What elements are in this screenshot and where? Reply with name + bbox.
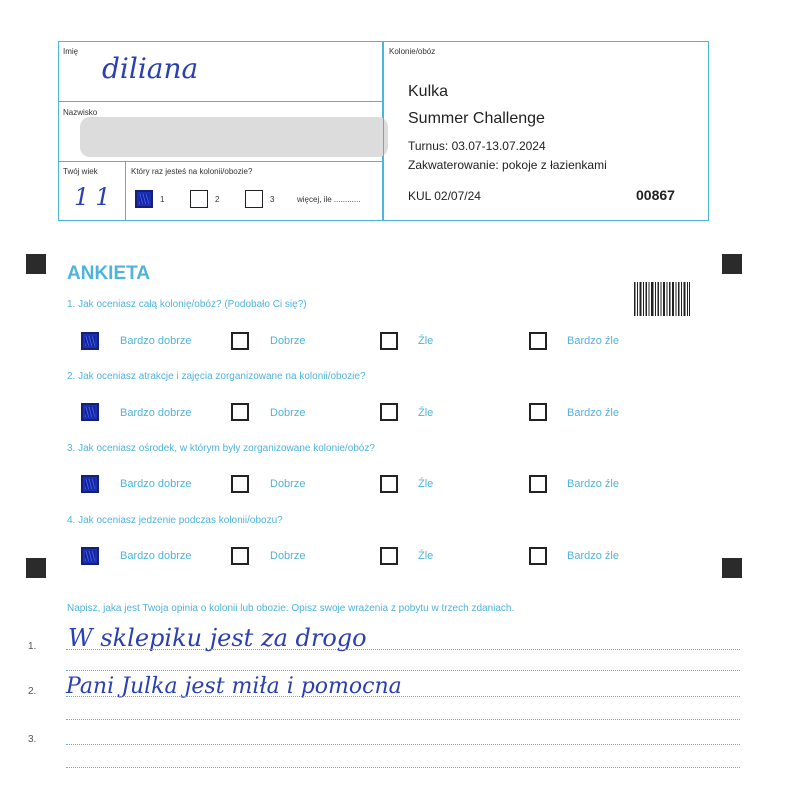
q3-checkbox-bardzo-dobrze[interactable] xyxy=(81,475,99,493)
q2-label-dobrze: Dobrze xyxy=(270,407,306,419)
registration-marker-top-left xyxy=(26,254,46,274)
q1-checkbox-zle[interactable] xyxy=(380,332,398,350)
question-4-text: 4. Jak oceniasz jedzenie podczas kolonii/obozu? xyxy=(67,515,283,526)
opinion-prompt: Napisz, jaka jest Twoja opinia o kolonii lub obozie. Opisz swoje wrażenia z pobytu w trzech zdaniach. xyxy=(67,603,515,614)
divider-wiek xyxy=(125,161,126,221)
opinion-line-3-number: 3. xyxy=(28,734,37,745)
opinion-line-2-text[interactable]: Pani Julka jest miła i pomocna xyxy=(66,674,402,699)
ktory-raz-option-1: 1 xyxy=(160,195,165,204)
q4-checkbox-bardzo-dobrze[interactable] xyxy=(81,547,99,565)
camp-label: Kolonie/obóz xyxy=(389,47,436,56)
q1-label-bardzo-zle: Bardzo źle xyxy=(567,335,619,347)
nazwisko-label: Nazwisko xyxy=(63,108,98,117)
ktory-raz-checkbox-3[interactable] xyxy=(245,190,263,208)
q1-label-bardzo-dobrze: Bardzo dobrze xyxy=(120,335,192,347)
camp-turnus: Turnus: 03.07-13.07.2024 xyxy=(408,139,546,153)
opinion-line-1-text[interactable]: W sklepiku jest za drogo xyxy=(68,624,367,652)
q1-checkbox-bardzo-dobrze[interactable] xyxy=(81,332,99,350)
opinion-line-1-dots-b xyxy=(66,670,740,671)
q2-checkbox-bardzo-zle[interactable] xyxy=(529,403,547,421)
opinion-line-1-number: 1. xyxy=(28,641,37,652)
ktory-raz-option-3: 3 xyxy=(270,195,275,204)
camp-zakwaterowanie: Zakwaterowanie: pokoje z łazienkami xyxy=(408,158,607,172)
registration-marker-bottom-right xyxy=(722,558,742,578)
q2-checkbox-bardzo-dobrze[interactable] xyxy=(81,403,99,421)
q3-label-bardzo-dobrze: Bardzo dobrze xyxy=(120,478,192,490)
survey-title: ANKIETA xyxy=(67,263,151,284)
question-1-text: 1. Jak oceniasz całą kolonię/obóz? (Podobało Ci się?) xyxy=(67,299,307,310)
opinion-line-2-number: 2. xyxy=(28,686,37,697)
q1-checkbox-dobrze[interactable] xyxy=(231,332,249,350)
imie-value[interactable]: diliana xyxy=(102,52,199,85)
q4-label-bardzo-dobrze: Bardzo dobrze xyxy=(120,550,192,562)
camp-program: Summer Challenge xyxy=(408,110,545,127)
ktory-raz-label: Który raz jesteś na kolonii/obozie? xyxy=(131,167,253,176)
q2-label-bardzo-dobrze: Bardzo dobrze xyxy=(120,407,192,419)
divider-nazwisko xyxy=(58,161,383,162)
barcode xyxy=(634,282,690,316)
opinion-line-2-dots-a xyxy=(66,696,740,697)
q4-label-zle: Źle xyxy=(418,550,434,562)
camp-number: 00867 xyxy=(636,187,675,203)
q2-checkbox-zle[interactable] xyxy=(380,403,398,421)
question-3-text: 3. Jak oceniasz ośrodek, w którym były zorganizowane kolonie/obóz? xyxy=(67,443,375,454)
q3-label-dobrze: Dobrze xyxy=(270,478,306,490)
ktory-raz-option-2: 2 xyxy=(215,195,220,204)
q2-checkbox-dobrze[interactable] xyxy=(231,403,249,421)
q4-label-dobrze: Dobrze xyxy=(270,550,306,562)
ktory-raz-checkbox-1[interactable] xyxy=(135,190,153,208)
q4-checkbox-bardzo-zle[interactable] xyxy=(529,547,547,565)
wiek-label: Twój wiek xyxy=(63,167,98,176)
q3-label-zle: Źle xyxy=(418,478,434,490)
question-2-text: 2. Jak oceniasz atrakcje i zajęcia zorganizowane na kolonii/obozie? xyxy=(67,371,366,382)
registration-marker-top-right xyxy=(722,254,742,274)
q3-checkbox-bardzo-zle[interactable] xyxy=(529,475,547,493)
ktory-raz-more: więcej, ile ............ xyxy=(297,195,361,204)
q1-label-dobrze: Dobrze xyxy=(270,335,306,347)
q2-label-zle: Źle xyxy=(418,407,434,419)
redacted-surname xyxy=(80,117,388,157)
q4-label-bardzo-zle: Bardzo źle xyxy=(567,550,619,562)
camp-code: KUL 02/07/24 xyxy=(408,189,481,203)
wiek-value[interactable]: 11 xyxy=(74,183,117,211)
divider-imie xyxy=(58,101,383,102)
q1-checkbox-bardzo-zle[interactable] xyxy=(529,332,547,350)
opinion-line-3-dots-a xyxy=(66,744,740,745)
q2-label-bardzo-zle: Bardzo źle xyxy=(567,407,619,419)
q3-label-bardzo-zle: Bardzo źle xyxy=(567,478,619,490)
q3-checkbox-zle[interactable] xyxy=(380,475,398,493)
q4-checkbox-zle[interactable] xyxy=(380,547,398,565)
q4-checkbox-dobrze[interactable] xyxy=(231,547,249,565)
opinion-line-1-dots-a xyxy=(66,649,740,650)
camp-name: Kulka xyxy=(408,83,449,100)
registration-marker-bottom-left xyxy=(26,558,46,578)
opinion-line-2-dots-b xyxy=(66,719,740,720)
opinion-line-3-dots-b xyxy=(66,767,740,768)
imie-label: Imię xyxy=(63,47,79,56)
ktory-raz-checkbox-2[interactable] xyxy=(190,190,208,208)
q1-label-zle: Źle xyxy=(418,335,434,347)
q3-checkbox-dobrze[interactable] xyxy=(231,475,249,493)
